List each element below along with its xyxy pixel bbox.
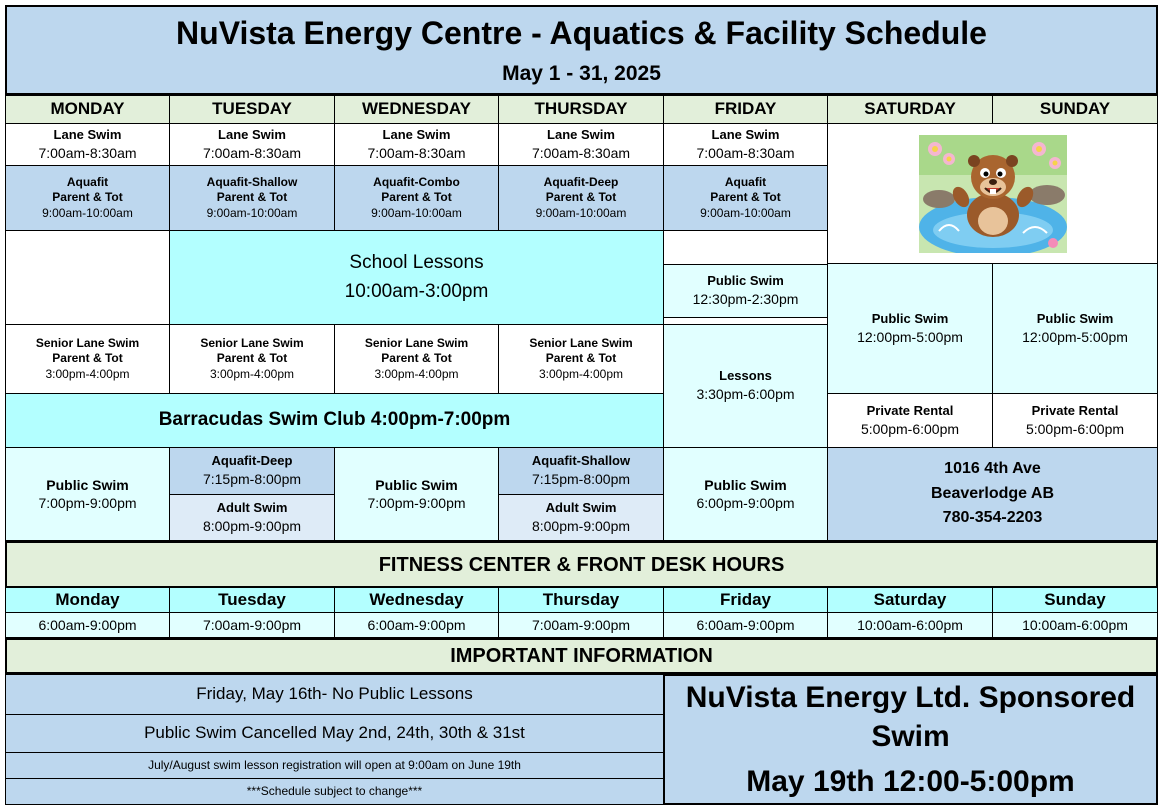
session-time: 8:00pm-9:00pm [531,517,631,534]
address-line2: Beaverlodge AB [931,484,1054,502]
info-line-1: Friday, May 16th- No Public Lessons [5,674,664,715]
session-title: Lane Swim [382,126,451,142]
session-time: 9:00am-10:00am [206,205,298,220]
day-header-friday: FRIDAY [663,95,828,124]
session-title: Public Swim [46,476,129,493]
session-title: Aquafit-Shallow [206,174,298,189]
session-subtitle: Parent & Tot [545,351,617,366]
session-subtitle: Parent & Tot [216,190,288,205]
session-time: 9:00am-10:00am [700,205,791,220]
lessons-friday [663,324,828,448]
info-line-4: ***Schedule subject to change*** [5,778,664,805]
lane-swim-monday [5,123,170,166]
fitness-day-tuesday: Tuesday [169,587,335,613]
public-swim-friday-midday [663,264,828,318]
session-subtitle: Parent & Tot [52,351,123,366]
private-rental-saturday [827,393,993,448]
senior-lane-monday [5,324,170,394]
aquafit-shallow-thursday-evening [498,447,664,495]
session-time: 7:00pm-9:00pm [38,495,137,511]
fitness-hours-saturday: 10:00am-6:00pm [827,612,993,638]
session-title: Senior Lane Swim [529,335,633,350]
session-time: 5:00pm-6:00pm [1025,420,1125,437]
session-title: Adult Swim [545,499,617,515]
session-time: 7:00am-8:30am [696,144,795,161]
sponsored-swim-block [663,674,1158,805]
sponsor-line-1: NuVista Energy Ltd. Sponsored [685,681,1136,714]
address-phone: 780-354-2203 [942,509,1043,527]
session-title: Public Swim [707,273,784,289]
public-swim-saturday [827,263,993,394]
private-rental-sunday [992,393,1158,448]
school-lessons-time: 10:00am-3:00pm [344,280,489,302]
fitness-hours-thursday: 7:00am-9:00pm [498,612,664,638]
address-line1: 1016 4th Ave [944,459,1041,477]
beaver-icon [919,135,1067,253]
day-header-tuesday: TUESDAY [169,95,335,124]
info-line-2: Public Swim Cancelled May 2nd, 24th, 30th & 31st [5,714,664,753]
lane-swim-tuesday [169,123,335,166]
school-lessons-title: School Lessons [349,251,484,273]
session-time: 7:00am-8:30am [38,144,137,161]
adult-swim-tuesday [169,494,335,541]
session-time: 7:15pm-8:00pm [202,471,302,488]
lane-swim-wednesday [334,123,499,166]
fitness-hours-monday: 6:00am-9:00pm [5,612,170,638]
empty-cell-friday-morning [663,230,828,265]
senior-lane-tuesday [169,324,335,394]
session-subtitle: Parent & Tot [710,190,781,205]
senior-lane-wednesday [334,324,499,394]
fitness-day-thursday: Thursday [498,587,664,613]
session-subtitle: Parent & Tot [52,190,123,205]
session-title: Aquafit-Deep [211,453,293,469]
session-title: Lane Swim [218,126,286,142]
session-title: Aquafit-Shallow [531,453,631,469]
session-time: 9:00am-10:00am [371,205,462,220]
day-header-thursday: THURSDAY [498,95,664,124]
session-title: Lane Swim [711,126,780,142]
session-title: Public Swim [871,310,949,326]
sponsor-line-2: Swim [871,720,950,753]
session-time: 3:30pm-6:00pm [696,386,795,403]
session-time: 12:30pm-2:30pm [692,291,799,308]
fitness-day-saturday: Saturday [827,587,993,613]
page-title: NuVista Energy Centre - Aquatics & Facility Schedule [176,14,987,51]
session-title: Senior Lane Swim [200,335,304,350]
aquafit-deep-tuesday-evening [169,447,335,495]
fitness-day-sunday: Sunday [992,587,1158,613]
aquafit-friday [663,165,828,231]
session-subtitle: Parent & Tot [381,190,452,205]
aquafit-thursday [498,165,664,231]
session-time: 7:15pm-8:00pm [531,471,631,488]
session-title: Lessons [719,368,772,384]
session-time: 3:00pm-4:00pm [45,366,130,381]
session-title: Senior Lane Swim [35,335,140,350]
mascot-cell [827,123,1158,264]
session-subtitle: Parent & Tot [381,351,452,366]
fitness-day-monday: Monday [5,587,170,613]
info-heading: IMPORTANT INFORMATION [5,638,1158,674]
session-title: Lane Swim [547,126,615,142]
session-time: 12:00pm-5:00pm [1022,328,1128,345]
session-title: Aquafit [724,174,767,189]
public-swim-sunday [992,263,1158,394]
session-subtitle: Parent & Tot [545,190,617,205]
session-time: 3:00pm-4:00pm [538,366,624,381]
session-time: 12:00pm-5:00pm [857,328,963,345]
session-title: Public Swim [375,476,458,493]
session-time: 5:00pm-6:00pm [860,420,960,437]
day-header-monday: MONDAY [5,95,170,124]
session-title: Private Rental [1031,402,1119,418]
session-time: 3:00pm-4:00pm [209,366,295,381]
fitness-hours-wednesday: 6:00am-9:00pm [334,612,499,638]
fitness-hours-tuesday: 7:00am-9:00pm [169,612,335,638]
day-header-wednesday: WEDNESDAY [334,95,499,124]
session-title: Aquafit-Deep [543,174,619,189]
public-swim-monday-evening [5,447,170,541]
lane-swim-friday [663,123,828,166]
session-title: Lane Swim [53,126,122,142]
session-time: 8:00pm-9:00pm [202,517,302,534]
session-time: 7:00am-8:30am [367,144,466,161]
aquafit-monday [5,165,170,231]
schedule-title-block [5,5,1158,95]
session-title: Private Rental [866,402,954,418]
session-time: 7:00am-8:30am [531,144,631,161]
day-header-saturday: SATURDAY [827,95,993,124]
page-subtitle: May 1 - 31, 2025 [502,62,661,86]
aquafit-wednesday [334,165,499,231]
session-title: Public Swim [704,476,787,493]
session-title: Aquafit [66,174,109,189]
empty-cell-monday [5,230,170,325]
session-title: Public Swim [1036,310,1114,326]
day-header-sunday: SUNDAY [992,95,1158,124]
address-block [827,447,1158,541]
lane-swim-thursday [498,123,664,166]
barracudas-block: Barracudas Swim Club 4:00pm-7:00pm [5,393,664,448]
session-time: 7:00am-8:30am [202,144,302,161]
session-title: Adult Swim [216,499,288,515]
session-time: 6:00pm-9:00pm [696,495,795,511]
sponsor-line-3: May 19th 12:00-5:00pm [746,765,1075,798]
public-swim-wednesday-evening [334,447,499,541]
session-subtitle: Parent & Tot [216,351,288,366]
session-time: 3:00pm-4:00pm [374,366,459,381]
session-time: 7:00pm-9:00pm [367,495,466,511]
fitness-hours-sunday: 10:00am-6:00pm [992,612,1158,638]
fitness-hours-friday: 6:00am-9:00pm [663,612,828,638]
session-title: Aquafit-Combo [373,174,460,189]
adult-swim-thursday [498,494,664,541]
session-time: 9:00am-10:00am [42,205,133,220]
public-swim-friday-evening [663,447,828,541]
school-lessons-block [169,230,664,325]
info-line-3: July/August swim lesson registration will open at 9:00am on June 19th [5,752,664,779]
fitness-heading: FITNESS CENTER & FRONT DESK HOURS [5,541,1158,588]
fitness-day-friday: Friday [663,587,828,613]
aquafit-tuesday [169,165,335,231]
senior-lane-thursday [498,324,664,394]
session-title: Senior Lane Swim [364,335,469,350]
session-time: 9:00am-10:00am [535,205,627,220]
fitness-day-wednesday: Wednesday [334,587,499,613]
